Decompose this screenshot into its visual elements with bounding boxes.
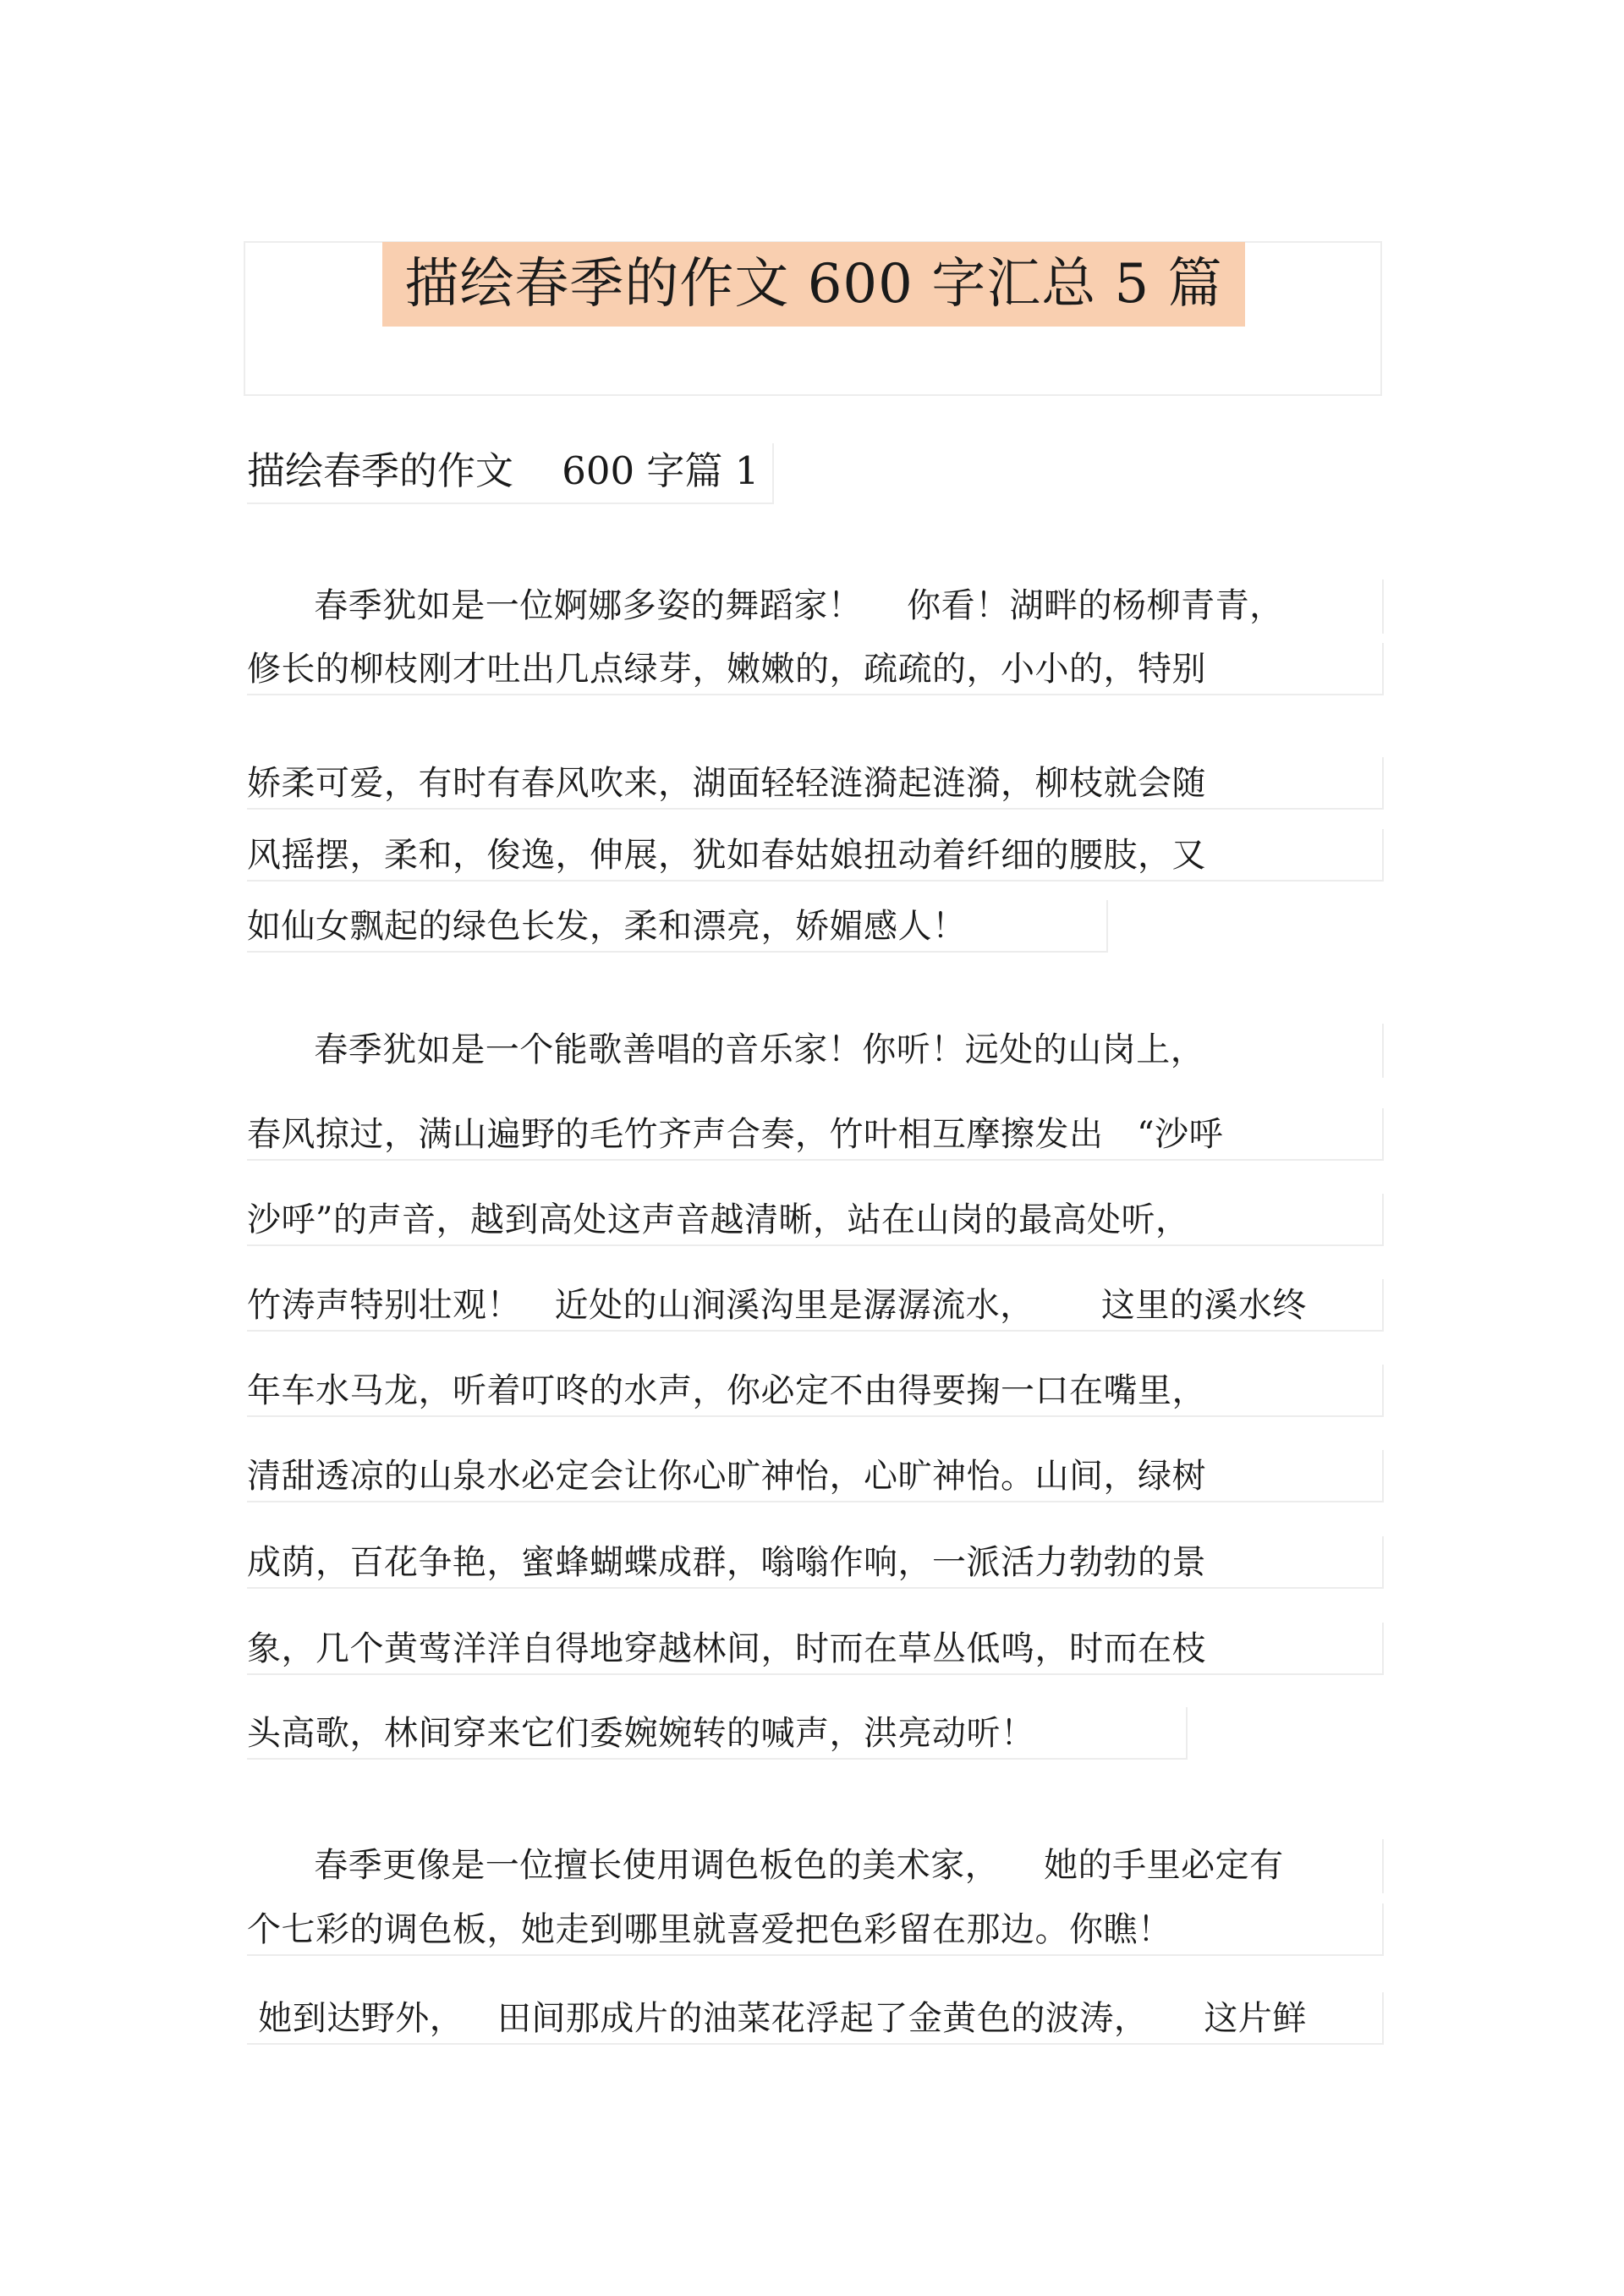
paragraph-1-line-3: 娇柔可爱，有时有春风吹来，湖面轻轻涟漪起涟漪，柳枝就会随	[247, 757, 1384, 810]
paragraph-2-line-3: 沙呼”的声音，越到高处这声音越清晰，站在山岗的最高处听，	[247, 1194, 1384, 1246]
paragraph-3-line-2: 个七彩的调色板，她走到哪里就喜爱把色彩留在那边。你瞧！	[247, 1903, 1384, 1956]
paragraph-1-line-1: 春季犹如是一位婀娜多姿的舞蹈家！ 你看！湖畔的杨柳青青，	[247, 579, 1384, 632]
paragraph-2-line-7: 成荫，百花争艳，蜜蜂蝴蝶成群，嗡嗡作响，一派活力勃勃的景	[247, 1536, 1384, 1589]
paragraph-3-line-1: 春季更像是一位擅长使用调色板色的美术家， 她的手里必定有	[247, 1839, 1384, 1892]
paragraph-1-line-4: 风摇摆，柔和，俊逸，伸展，犹如春姑娘扭动着纤细的腰肢，又	[247, 829, 1384, 882]
paragraph-2-line-6: 清甜透凉的山泉水必定会让你心旷神怡，心旷神怡。山间，绿树	[247, 1450, 1384, 1502]
paragraph-1-line-2: 修长的柳枝刚才吐出几点绿芽，嫩嫩的，疏疏的，小小的，特别	[247, 643, 1384, 695]
document-title: 描绘春季的作文 600 字汇总 5 篇	[404, 253, 1223, 316]
paragraph-2-line-2: 春风掠过，满山遍野的毛竹齐声合奏，竹叶相互摩擦发出 “沙呼	[247, 1108, 1384, 1161]
paragraph-1-line-5: 如仙女飘起的绿色长发，柔和漂亮，娇媚感人！	[247, 900, 1108, 953]
paragraph-2-line-1: 春季犹如是一个能歌善唱的音乐家！你听！远处的山岗上，	[247, 1024, 1384, 1076]
paragraph-3-line-3: 她到达野外， 田间那成片的油菜花浮起了金黄色的波涛， 这片鲜	[247, 1992, 1384, 2045]
paragraph-2-line-8: 象，几个黄莺洋洋自得地穿越林间，时而在草丛低鸣，时而在枝	[247, 1623, 1384, 1675]
paragraph-2-line-4: 竹涛声特别壮观！ 近处的山涧溪沟里是潺潺流水， 这里的溪水终	[247, 1279, 1384, 1332]
paragraph-2-line-5: 年车水马龙，听着叮咚的水声，你必定不由得要掬一口在嘴里，	[247, 1365, 1384, 1417]
section-heading: 描绘春季的作文 600 字篇 1	[247, 443, 774, 504]
paragraph-2-line-9: 头高歌，林间穿来它们委婉婉转的喊声，洪亮动听！	[247, 1707, 1188, 1760]
